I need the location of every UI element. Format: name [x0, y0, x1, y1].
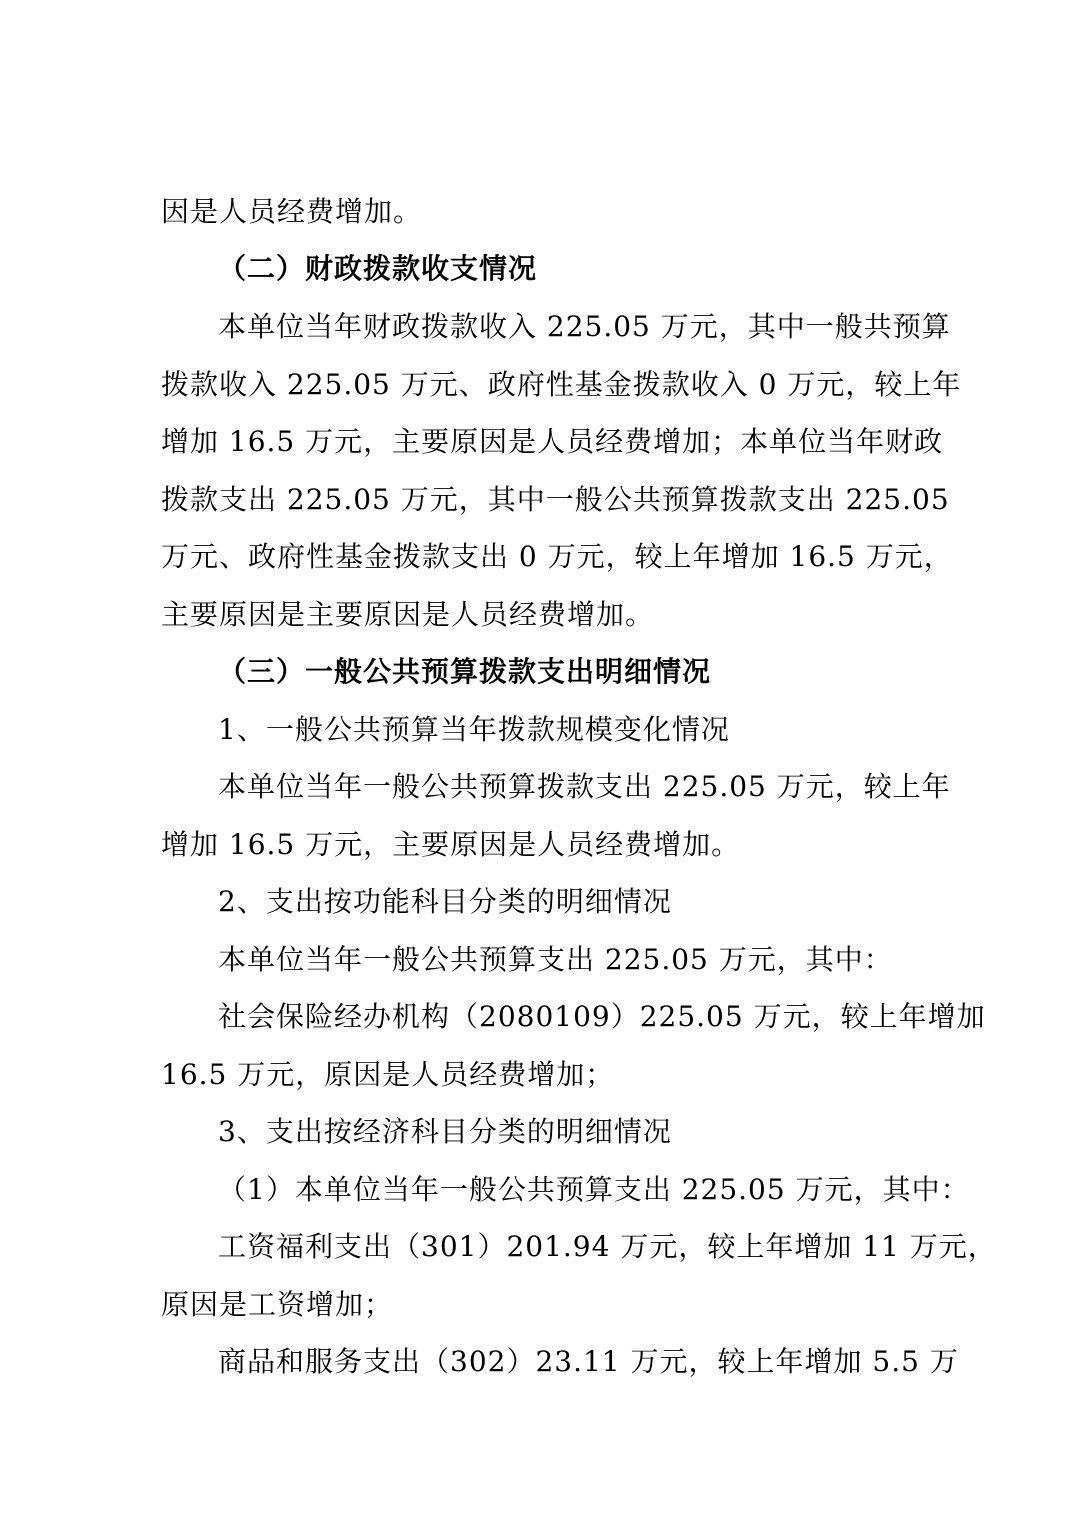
paragraph-line: 增加 16.5 万元，主要原因是人员经费增加；本单位当年财政 — [161, 425, 944, 458]
paragraph-line: 主要原因是主要原因是人员经费增加。 — [161, 598, 655, 631]
paragraph-line: 因是人员经费增加。 — [161, 195, 423, 228]
paragraph-line: 拨款收入 225.05 万元、政府性基金拨款收入 0 万元，较上年 — [161, 368, 962, 401]
paragraph-line: 万元、政府性基金拨款支出 0 万元，较上年增加 16.5 万元， — [161, 540, 953, 573]
paragraph-line: 拨款支出 225.05 万元，其中一般公共预算拨款支出 225.05 — [161, 483, 950, 516]
section-heading-3: （三）一般公共预算拨款支出明细情况 — [218, 655, 712, 688]
section-heading-2: （二）财政拨款收支情况 — [218, 252, 538, 285]
paragraph-line: 本单位当年财政拨款收入 225.05 万元，其中一般共预算 — [218, 310, 951, 343]
paragraph-line: 本单位当年一般公共预算支出 225.05 万元，其中： — [218, 943, 893, 976]
paragraph-line: 商品和服务支出（302）23.11 万元，较上年增加 5.5 万 — [218, 1345, 959, 1378]
paragraph-line: （1）本单位当年一般公共预算支出 225.05 万元，其中： — [218, 1173, 970, 1206]
subsection-heading-2: 2、支出按功能科目分类的明细情况 — [218, 885, 672, 918]
subsection-heading-1: 1、一般公共预算当年拨款规模变化情况 — [218, 713, 730, 746]
paragraph-line: 工资福利支出（301）201.94 万元，较上年增加 11 万元， — [218, 1230, 997, 1263]
paragraph-line: 原因是工资增加； — [161, 1288, 394, 1321]
subsection-heading-3: 3、支出按经济科目分类的明细情况 — [218, 1115, 672, 1148]
paragraph-line: 增加 16.5 万元，主要原因是人员经费增加。 — [161, 828, 741, 861]
paragraph-line: 本单位当年一般公共预算拨款支出 225.05 万元，较上年 — [218, 770, 951, 803]
paragraph-line: 16.5 万元，原因是人员经费增加； — [161, 1058, 615, 1091]
paragraph-line: 社会保险经办机构（2080109）225.05 万元，较上年增加 — [218, 1000, 986, 1033]
